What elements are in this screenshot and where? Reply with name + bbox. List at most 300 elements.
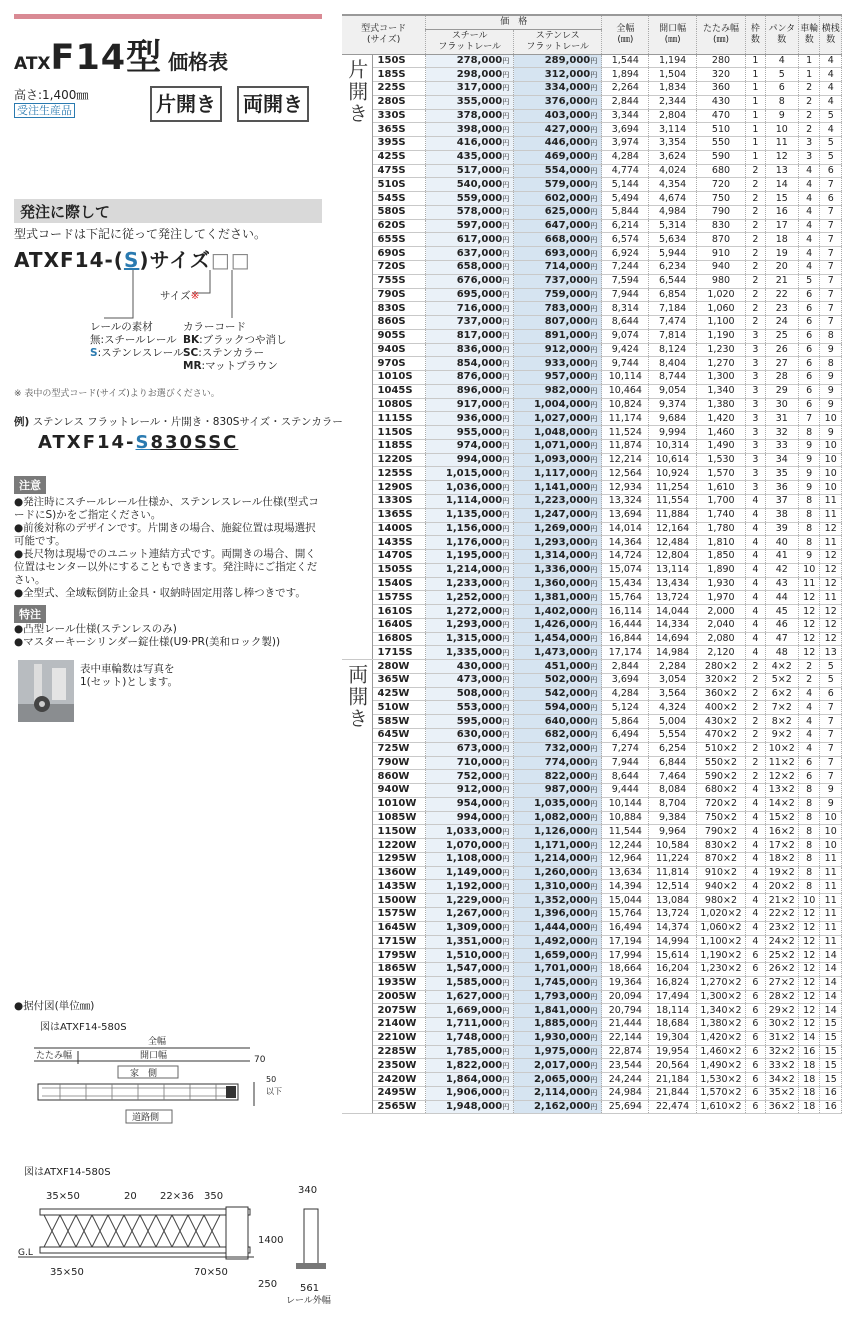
price-value: 676,000 bbox=[456, 275, 503, 287]
price-value: 398,000 bbox=[456, 123, 503, 135]
model-code: 2565W bbox=[372, 1100, 426, 1114]
pantograph-count: 4×2 bbox=[765, 660, 798, 674]
wheel-count: 11 bbox=[798, 577, 819, 591]
crossbar-count: 9 bbox=[820, 426, 842, 440]
wheel-photo bbox=[18, 660, 74, 722]
group-label-text: 両開き bbox=[344, 664, 369, 731]
header-code bbox=[342, 16, 426, 54]
price-value: 1,004,000 bbox=[533, 399, 591, 411]
overall-width: 16,494 bbox=[602, 921, 649, 935]
model-code: 1150S bbox=[372, 426, 426, 440]
table-row bbox=[342, 192, 842, 206]
yen-unit: 円 bbox=[590, 414, 598, 423]
wheel-count: 4 bbox=[798, 687, 819, 701]
yen-unit: 円 bbox=[502, 869, 510, 878]
opening-width: 16,204 bbox=[649, 963, 696, 977]
yen-unit: 円 bbox=[590, 1034, 598, 1043]
price-value: 1,402,000 bbox=[533, 605, 591, 617]
price-value: 936,000 bbox=[456, 412, 503, 424]
folded-width: 1,460×2 bbox=[696, 1045, 746, 1059]
pantograph-count: 15×2 bbox=[765, 811, 798, 825]
price-steel bbox=[426, 1086, 514, 1100]
price-stainless bbox=[514, 976, 602, 990]
rail-s: S bbox=[90, 347, 98, 359]
pantograph-count: 28 bbox=[765, 371, 798, 385]
header-steel-l1: スチール bbox=[451, 30, 488, 41]
table-row bbox=[342, 109, 842, 123]
wheel-count: 12 bbox=[798, 605, 819, 619]
crossbar-count: 14 bbox=[820, 976, 842, 990]
model-code: 2210W bbox=[372, 1031, 426, 1045]
price-value: 1,192,000 bbox=[445, 880, 503, 892]
yen-unit: 円 bbox=[590, 290, 598, 299]
price-value: 1,293,000 bbox=[445, 619, 503, 631]
table-row bbox=[342, 233, 842, 247]
price-steel bbox=[426, 384, 514, 398]
price-value: 403,000 bbox=[544, 109, 591, 121]
price-value: 1,310,000 bbox=[533, 880, 591, 892]
overall-width: 15,044 bbox=[602, 894, 649, 908]
folded-width: 1,490 bbox=[696, 439, 746, 453]
pantograph-count: 34 bbox=[765, 453, 798, 467]
folded-width: 360 bbox=[696, 82, 746, 96]
top-view-drawing bbox=[30, 1036, 285, 1146]
overall-width: 6,214 bbox=[602, 219, 649, 233]
dim-top3: 22×36 bbox=[160, 1191, 194, 1202]
wheel-count: 12 bbox=[798, 935, 819, 949]
price-value: 1,314,000 bbox=[533, 550, 591, 562]
wheel-count: 8 bbox=[798, 880, 819, 894]
price-value: 994,000 bbox=[456, 811, 503, 823]
crossbar-count: 12 bbox=[820, 605, 842, 619]
pantograph-count: 22 bbox=[765, 288, 798, 302]
dim-height: 1400 bbox=[258, 1235, 284, 1246]
folded-width: 1,100 bbox=[696, 316, 746, 330]
price-stainless bbox=[514, 302, 602, 316]
table-row bbox=[342, 316, 842, 330]
price-steel bbox=[426, 921, 514, 935]
price-steel bbox=[426, 123, 514, 137]
pantograph-count: 17×2 bbox=[765, 839, 798, 853]
overall-width: 12,214 bbox=[602, 453, 649, 467]
price-value: 716,000 bbox=[456, 302, 503, 314]
frame-count: 3 bbox=[746, 329, 765, 343]
opening-width: 12,804 bbox=[649, 550, 696, 564]
table-row bbox=[342, 797, 842, 811]
folded-width: 870×2 bbox=[696, 852, 746, 866]
price-stainless bbox=[514, 453, 602, 467]
opening-width: 4,354 bbox=[649, 178, 696, 192]
price-stainless bbox=[514, 192, 602, 206]
opening-width: 3,054 bbox=[649, 673, 696, 687]
price-value: 1,214,000 bbox=[533, 853, 591, 865]
rail-steel: 無:スチールレール bbox=[90, 334, 177, 346]
overall-width: 20,094 bbox=[602, 990, 649, 1004]
opening-width: 19,954 bbox=[649, 1045, 696, 1059]
opening-width: 1,834 bbox=[649, 82, 696, 96]
folded-width: 910×2 bbox=[696, 866, 746, 880]
frame-count: 4 bbox=[746, 825, 765, 839]
frame-count: 6 bbox=[746, 976, 765, 990]
folded-width: 980×2 bbox=[696, 894, 746, 908]
wheel-count: 6 bbox=[798, 770, 819, 784]
model-code: 1500W bbox=[372, 894, 426, 908]
install-title: ●据付図(単位㎜) bbox=[14, 1000, 95, 1012]
frame-count: 1 bbox=[746, 137, 765, 151]
special-tag: 特注 bbox=[14, 605, 46, 623]
model-code: 1085W bbox=[372, 811, 426, 825]
overall-width: 2,264 bbox=[602, 82, 649, 96]
overall-width: 5,864 bbox=[602, 715, 649, 729]
wheel-count: 18 bbox=[798, 1059, 819, 1073]
yen-unit: 円 bbox=[502, 648, 510, 657]
overall-width: 3,694 bbox=[602, 673, 649, 687]
pantograph-count: 21 bbox=[765, 274, 798, 288]
crossbar-count: 15 bbox=[820, 1045, 842, 1059]
table-row bbox=[342, 467, 842, 481]
road-side-label: 道路側 bbox=[132, 1113, 160, 1123]
yen-unit: 円 bbox=[590, 1020, 598, 1029]
pantograph-count: 22×2 bbox=[765, 907, 798, 921]
price-steel bbox=[426, 495, 514, 509]
opening-width: 2,804 bbox=[649, 109, 696, 123]
model-code: 580S bbox=[372, 205, 426, 219]
yen-unit: 円 bbox=[590, 979, 598, 988]
price-value: 1,223,000 bbox=[533, 495, 591, 507]
price-value: 1,233,000 bbox=[445, 577, 503, 589]
wheel-count: 6 bbox=[798, 398, 819, 412]
yen-unit: 円 bbox=[502, 263, 510, 272]
price-value: 1,027,000 bbox=[533, 412, 591, 424]
frame-count: 4 bbox=[746, 522, 765, 536]
price-value: 1,071,000 bbox=[533, 440, 591, 452]
model-code: 2005W bbox=[372, 990, 426, 1004]
header-frame-l1: 枠 bbox=[750, 23, 760, 34]
yen-unit: 円 bbox=[590, 359, 598, 368]
folded-width: 1,380 bbox=[696, 398, 746, 412]
table-row bbox=[342, 784, 842, 798]
overall-width: 5,844 bbox=[602, 205, 649, 219]
price-value: 737,000 bbox=[456, 316, 503, 328]
overall-width: 1,894 bbox=[602, 68, 649, 82]
price-steel bbox=[426, 632, 514, 646]
opening-width: 22,474 bbox=[649, 1100, 696, 1114]
crossbar-count: 7 bbox=[820, 316, 842, 330]
frame-count: 4 bbox=[746, 935, 765, 949]
overall-width: 24,244 bbox=[602, 1073, 649, 1087]
price-steel bbox=[426, 797, 514, 811]
price-value: 559,000 bbox=[456, 192, 503, 204]
yen-unit: 円 bbox=[502, 249, 510, 258]
price-stainless bbox=[514, 329, 602, 343]
table-row bbox=[342, 481, 842, 495]
table-row bbox=[342, 825, 842, 839]
price-value: 594,000 bbox=[544, 701, 591, 713]
table-row bbox=[342, 412, 842, 426]
price-value: 1,260,000 bbox=[533, 867, 591, 879]
frame-count: 6 bbox=[746, 990, 765, 1004]
opening-width: 10,314 bbox=[649, 439, 696, 453]
price-stainless bbox=[514, 1100, 602, 1114]
pantograph-count: 30 bbox=[765, 398, 798, 412]
example-code-prefix: ATXF14- bbox=[38, 432, 136, 453]
pantograph-count: 21×2 bbox=[765, 894, 798, 908]
price-value: 737,000 bbox=[544, 275, 591, 287]
frame-count: 6 bbox=[746, 1004, 765, 1018]
table-row bbox=[342, 866, 842, 880]
price-value: 1,114,000 bbox=[445, 495, 503, 507]
frame-count: 4 bbox=[746, 811, 765, 825]
frame-count: 2 bbox=[746, 660, 765, 674]
pantograph-count: 39 bbox=[765, 522, 798, 536]
yen-unit: 円 bbox=[502, 483, 510, 492]
price-steel bbox=[426, 288, 514, 302]
price-value: 774,000 bbox=[544, 756, 591, 768]
table-row bbox=[342, 963, 842, 977]
yen-unit: 円 bbox=[590, 758, 598, 767]
opening-width: 13,724 bbox=[649, 591, 696, 605]
size-label: サイズ bbox=[160, 290, 191, 302]
folded-width: 680×2 bbox=[696, 784, 746, 798]
price-steel bbox=[426, 357, 514, 371]
folded-width: 510×2 bbox=[696, 742, 746, 756]
wheel-count: 6 bbox=[798, 288, 819, 302]
price-stainless bbox=[514, 522, 602, 536]
wheel-count: 8 bbox=[798, 866, 819, 880]
yen-unit: 円 bbox=[502, 277, 510, 286]
model-code: 510S bbox=[372, 178, 426, 192]
crossbar-count: 4 bbox=[820, 54, 842, 68]
price-steel bbox=[426, 880, 514, 894]
price-stainless bbox=[514, 811, 602, 825]
frame-count: 4 bbox=[746, 632, 765, 646]
price-stainless bbox=[514, 563, 602, 577]
price-stainless bbox=[514, 825, 602, 839]
yen-unit: 円 bbox=[590, 373, 598, 382]
pantograph-count: 45 bbox=[765, 605, 798, 619]
folded-width: 1,230×2 bbox=[696, 963, 746, 977]
overall-width: 25,694 bbox=[602, 1100, 649, 1114]
price-stainless bbox=[514, 673, 602, 687]
wheel-count: 12 bbox=[798, 907, 819, 921]
price-steel bbox=[426, 1059, 514, 1073]
model-code: 510W bbox=[372, 701, 426, 715]
model-code: 860W bbox=[372, 770, 426, 784]
price-value: 1,293,000 bbox=[533, 536, 591, 548]
folded-width: 1,300×2 bbox=[696, 990, 746, 1004]
opening-width: 8,704 bbox=[649, 797, 696, 811]
yen-unit: 円 bbox=[590, 1103, 598, 1112]
price-value: 1,156,000 bbox=[445, 522, 503, 534]
header-open-l1: 開口幅 bbox=[659, 23, 687, 34]
opening-width: 12,514 bbox=[649, 880, 696, 894]
folded-width: 510 bbox=[696, 123, 746, 137]
opening-width: 9,054 bbox=[649, 384, 696, 398]
yen-unit: 円 bbox=[502, 167, 510, 175]
opening-width: 10,614 bbox=[649, 453, 696, 467]
price-value: 1,229,000 bbox=[445, 894, 503, 906]
pantograph-count: 32×2 bbox=[765, 1045, 798, 1059]
price-value: 1,444,000 bbox=[533, 922, 591, 934]
folded-width: 750×2 bbox=[696, 811, 746, 825]
price-value: 912,000 bbox=[544, 343, 591, 355]
yen-unit: 円 bbox=[590, 786, 598, 795]
yen-unit: 円 bbox=[502, 56, 510, 65]
yen-unit: 円 bbox=[590, 139, 598, 148]
wheel-count: 6 bbox=[798, 329, 819, 343]
model-code: 1575S bbox=[372, 591, 426, 605]
frame-count: 4 bbox=[746, 508, 765, 522]
yen-unit: 円 bbox=[590, 593, 598, 602]
folded-width: 1,100×2 bbox=[696, 935, 746, 949]
price-steel bbox=[426, 756, 514, 770]
wheel-count: 7 bbox=[798, 412, 819, 426]
overall-width: 2,844 bbox=[602, 660, 649, 674]
frame-count: 4 bbox=[746, 921, 765, 935]
ground-label: G.L bbox=[18, 1248, 33, 1258]
opening-width: 21,184 bbox=[649, 1073, 696, 1087]
crossbar-count: 7 bbox=[820, 260, 842, 274]
frame-count: 3 bbox=[746, 412, 765, 426]
overall-width: 14,394 bbox=[602, 880, 649, 894]
frame-count: 2 bbox=[746, 687, 765, 701]
price-value: 451,000 bbox=[544, 660, 591, 672]
price-steel bbox=[426, 742, 514, 756]
header-fold-l2: (㎜) bbox=[712, 34, 729, 45]
yen-unit: 円 bbox=[502, 456, 510, 465]
price-stainless bbox=[514, 646, 602, 660]
model-code: 1115S bbox=[372, 412, 426, 426]
yen-unit: 円 bbox=[590, 456, 598, 465]
price-steel bbox=[426, 1100, 514, 1114]
special-item: ●マスターキーシリンダー錠仕様(U9·PR(美和ロック製)) bbox=[14, 636, 281, 648]
yen-unit: 円 bbox=[502, 511, 510, 520]
yen-unit: 円 bbox=[590, 937, 598, 946]
price-value: 1,547,000 bbox=[445, 963, 503, 975]
model-code: 1715W bbox=[372, 935, 426, 949]
frame-count: 2 bbox=[746, 742, 765, 756]
opening-width: 3,564 bbox=[649, 687, 696, 701]
price-value: 891,000 bbox=[544, 330, 591, 342]
group-label-text: 片開き bbox=[344, 58, 369, 125]
crossbar-count: 7 bbox=[820, 715, 842, 729]
model-code: 690S bbox=[372, 247, 426, 261]
model-code: 1150W bbox=[372, 825, 426, 839]
color-row bbox=[183, 347, 286, 360]
model-code: 940S bbox=[372, 343, 426, 357]
table-row bbox=[342, 384, 842, 398]
price-value: 1,015,000 bbox=[445, 467, 503, 479]
folded-width: 590 bbox=[696, 150, 746, 164]
model-code: 1645W bbox=[372, 921, 426, 935]
dim-70: 70 bbox=[254, 1055, 266, 1065]
wheel-count: 8 bbox=[798, 839, 819, 853]
pantograph-count: 11×2 bbox=[765, 756, 798, 770]
price-steel bbox=[426, 192, 514, 206]
table-row bbox=[342, 605, 842, 619]
pantograph-count: 23 bbox=[765, 302, 798, 316]
overall-width: 13,694 bbox=[602, 508, 649, 522]
yen-unit: 円 bbox=[590, 813, 598, 822]
overall-width: 5,144 bbox=[602, 178, 649, 192]
yen-unit: 円 bbox=[590, 235, 598, 244]
wheel-count: 9 bbox=[798, 481, 819, 495]
yen-unit: 円 bbox=[590, 1061, 598, 1070]
yen-unit: 円 bbox=[502, 194, 510, 203]
price-stainless bbox=[514, 550, 602, 564]
yen-unit: 円 bbox=[590, 208, 598, 217]
yen-unit: 円 bbox=[502, 772, 510, 781]
opening-width: 9,384 bbox=[649, 811, 696, 825]
yen-unit: 円 bbox=[502, 937, 510, 946]
crossbar-count: 7 bbox=[820, 247, 842, 261]
opening-width: 7,474 bbox=[649, 316, 696, 330]
price-value: 427,000 bbox=[544, 123, 591, 135]
pantograph-count: 43 bbox=[765, 577, 798, 591]
pantograph-count: 32 bbox=[765, 426, 798, 440]
price-steel bbox=[426, 1031, 514, 1045]
price-value: 668,000 bbox=[544, 233, 591, 245]
price-stainless bbox=[514, 95, 602, 109]
wheel-count: 8 bbox=[798, 495, 819, 509]
overall-width: 12,934 bbox=[602, 481, 649, 495]
frame-count: 2 bbox=[746, 701, 765, 715]
table-row bbox=[342, 646, 842, 660]
price-steel bbox=[426, 95, 514, 109]
price-steel bbox=[426, 536, 514, 550]
code-mid: )サイズ bbox=[139, 248, 211, 272]
dim-50: 50 bbox=[266, 1075, 277, 1084]
yen-unit: 円 bbox=[502, 524, 510, 533]
opening-width: 3,114 bbox=[649, 123, 696, 137]
pantograph-count: 44 bbox=[765, 591, 798, 605]
price-stainless bbox=[514, 439, 602, 453]
folded-width: 470×2 bbox=[696, 729, 746, 743]
caution-tag: 注意 bbox=[14, 476, 46, 494]
crossbar-count: 6 bbox=[820, 164, 842, 178]
price-stainless bbox=[514, 178, 602, 192]
table-row bbox=[342, 95, 842, 109]
opening-width: 19,304 bbox=[649, 1031, 696, 1045]
double-open-label: 両開き bbox=[237, 86, 309, 122]
folded-width: 430×2 bbox=[696, 715, 746, 729]
yen-unit: 円 bbox=[590, 318, 598, 327]
header-panta-l1: パンタ bbox=[768, 23, 796, 34]
folded-width: 1,020 bbox=[696, 288, 746, 302]
overall-width: 10,464 bbox=[602, 384, 649, 398]
order-intro: 型式コードは下記に従って発注してください。 bbox=[14, 227, 267, 241]
model-code: 1935W bbox=[372, 976, 426, 990]
pantograph-count: 5 bbox=[765, 68, 798, 82]
frame-count: 3 bbox=[746, 439, 765, 453]
price-stainless bbox=[514, 54, 602, 68]
price-steel bbox=[426, 439, 514, 453]
crossbar-count: 13 bbox=[820, 646, 842, 660]
crossbar-count: 6 bbox=[820, 192, 842, 206]
pantograph-count: 15 bbox=[765, 192, 798, 206]
opening-width: 18,684 bbox=[649, 1018, 696, 1032]
crossbar-count: 11 bbox=[820, 495, 842, 509]
frame-count: 6 bbox=[746, 1073, 765, 1087]
order-footnote: ※ 表中の型式コード(サイズ)よりお選びください。 bbox=[14, 389, 220, 399]
price-steel bbox=[426, 508, 514, 522]
yen-unit: 円 bbox=[502, 1103, 510, 1112]
table-row bbox=[342, 1100, 842, 1114]
order-section-header: 発注に際して bbox=[14, 199, 322, 223]
table-row bbox=[342, 976, 842, 990]
pantograph-count: 27×2 bbox=[765, 976, 798, 990]
table-row bbox=[342, 1073, 842, 1087]
